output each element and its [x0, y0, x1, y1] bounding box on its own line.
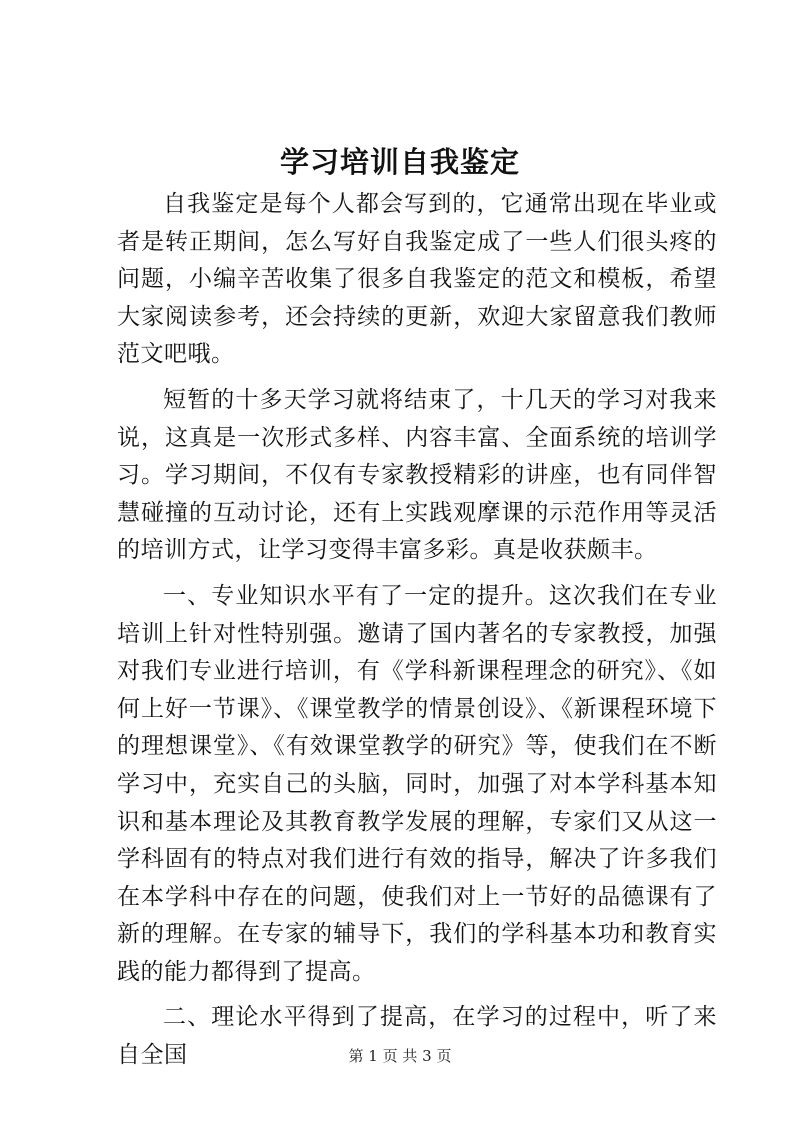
document-body	[117, 186, 717, 1083]
paragraph-point-one: 一、专业知识水平有了一定的提升。这次我们在专业培训上针对性特别强。邀请了国内著名的专家教授，加强对我们专业进行培训，有《学科新课程理念的研究》、《如何上好一节课》、《课堂教学的情景创设》、《新课程环境下的理想课堂》、《有效课堂教学的研究》等，使我们在不断学习中，充实自己的头脑，同时，加强了对本学科基本知识和基本理论及其教育教学发展的理解，专家们又从这一学科固有的特点对我们进行有效的指导，解决了许多我们在本学科中存在的问题，使我们对上一节好的品德课有了新的理解。在专家的辅导下，我们的学科基本功和教育实践的能力都得到了提高。	[117, 582, 717, 985]
paragraph-summary: 短暂的十多天学习就将结束了，十几天的学习对我来说，这真是一次形式多样、内容丰富、全面系统的培训学习。学习期间，不仅有专家教授精彩的讲座，也有同伴智慧碰撞的互动讨论，还有上实践观摩课的示范作用等灵活的培训方式，让学习变得丰富多彩。真是收获颇丰。	[117, 386, 717, 564]
page-footer: 第 1 页 共 3 页	[348, 1047, 452, 1065]
paragraph-intro: 自我鉴定是每个人都会写到的，它通常出现在毕业或者是转正期间，怎么写好自我鉴定成了一些人们很头疼的问题，小编辛苦收集了很多自我鉴定的范文和模板，希望大家阅读参考，还会持续的更新，欢迎大家留意我们教师范文吧哦。	[117, 191, 717, 368]
document-title: 学习培训自我鉴定	[279, 145, 520, 179]
paragraph-point-two: 二、理论水平得到了提高，在学习的过程中，听了来自全国	[117, 1004, 717, 1069]
